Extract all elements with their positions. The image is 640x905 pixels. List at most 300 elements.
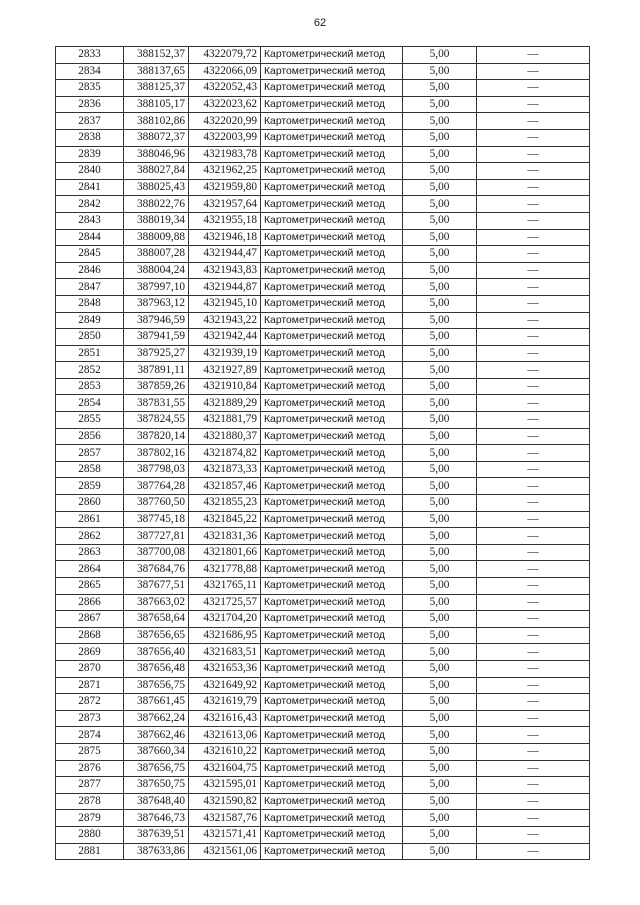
point-number-cell: 2868 xyxy=(56,627,124,644)
description-cell: — xyxy=(477,810,590,827)
y-coordinate-cell: 4321946,18 xyxy=(189,229,261,246)
x-coordinate-cell: 387802,16 xyxy=(124,445,189,462)
description-cell: — xyxy=(477,694,590,711)
x-coordinate-cell: 387656,75 xyxy=(124,677,189,694)
description-cell: — xyxy=(477,312,590,329)
y-coordinate-cell: 4321653,36 xyxy=(189,660,261,677)
x-coordinate-cell: 388027,84 xyxy=(124,163,189,180)
table-row xyxy=(56,594,590,611)
accuracy-cell: 5,00 xyxy=(403,378,477,395)
description-cell: — xyxy=(477,561,590,578)
method-cell: Картометрический метод xyxy=(261,129,403,146)
x-coordinate-cell: 387891,11 xyxy=(124,362,189,379)
method-cell: Картометрический метод xyxy=(261,179,403,196)
description-cell: — xyxy=(477,96,590,113)
method-cell: Картометрический метод xyxy=(261,578,403,595)
accuracy-cell: 5,00 xyxy=(403,611,477,628)
accuracy-cell: 5,00 xyxy=(403,760,477,777)
x-coordinate-cell: 387946,59 xyxy=(124,312,189,329)
accuracy-cell: 5,00 xyxy=(403,96,477,113)
point-number-cell: 2873 xyxy=(56,710,124,727)
description-cell: — xyxy=(477,594,590,611)
accuracy-cell: 5,00 xyxy=(403,47,477,64)
table-row xyxy=(56,495,590,512)
description-cell: — xyxy=(477,212,590,229)
y-coordinate-cell: 4321857,46 xyxy=(189,478,261,495)
y-coordinate-cell: 4321683,51 xyxy=(189,644,261,661)
point-number-cell: 2862 xyxy=(56,528,124,545)
x-coordinate-cell: 387798,03 xyxy=(124,461,189,478)
accuracy-cell: 5,00 xyxy=(403,63,477,80)
y-coordinate-cell: 4321725,57 xyxy=(189,594,261,611)
point-number-cell: 2874 xyxy=(56,727,124,744)
description-cell: — xyxy=(477,478,590,495)
table-row xyxy=(56,63,590,80)
method-cell: Картометрический метод xyxy=(261,163,403,180)
x-coordinate-cell: 387660,34 xyxy=(124,743,189,760)
accuracy-cell: 5,00 xyxy=(403,113,477,130)
method-cell: Картометрический метод xyxy=(261,80,403,97)
description-cell: — xyxy=(477,710,590,727)
table-row xyxy=(56,412,590,429)
description-cell: — xyxy=(477,727,590,744)
accuracy-cell: 5,00 xyxy=(403,412,477,429)
y-coordinate-cell: 4321616,43 xyxy=(189,710,261,727)
point-number-cell: 2864 xyxy=(56,561,124,578)
method-cell: Картометрический метод xyxy=(261,312,403,329)
description-cell: — xyxy=(477,660,590,677)
point-number-cell: 2833 xyxy=(56,47,124,64)
accuracy-cell: 5,00 xyxy=(403,229,477,246)
y-coordinate-cell: 4321944,47 xyxy=(189,246,261,263)
method-cell: Картометрический метод xyxy=(261,743,403,760)
method-cell: Картометрический метод xyxy=(261,461,403,478)
y-coordinate-cell: 4321561,06 xyxy=(189,843,261,860)
description-cell: — xyxy=(477,279,590,296)
description-cell: — xyxy=(477,378,590,395)
accuracy-cell: 5,00 xyxy=(403,727,477,744)
description-cell: — xyxy=(477,179,590,196)
point-number-cell: 2880 xyxy=(56,826,124,843)
description-cell: — xyxy=(477,262,590,279)
y-coordinate-cell: 4321943,83 xyxy=(189,262,261,279)
description-cell: — xyxy=(477,246,590,263)
point-number-cell: 2856 xyxy=(56,428,124,445)
method-cell: Картометрический метод xyxy=(261,196,403,213)
y-coordinate-cell: 4321587,76 xyxy=(189,810,261,827)
x-coordinate-cell: 387727,81 xyxy=(124,528,189,545)
accuracy-cell: 5,00 xyxy=(403,395,477,412)
accuracy-cell: 5,00 xyxy=(403,246,477,263)
x-coordinate-cell: 387648,40 xyxy=(124,793,189,810)
description-cell: — xyxy=(477,113,590,130)
point-number-cell: 2844 xyxy=(56,229,124,246)
accuracy-cell: 5,00 xyxy=(403,810,477,827)
description-cell: — xyxy=(477,627,590,644)
method-cell: Картометрический метод xyxy=(261,495,403,512)
x-coordinate-cell: 387633,86 xyxy=(124,843,189,860)
accuracy-cell: 5,00 xyxy=(403,163,477,180)
accuracy-cell: 5,00 xyxy=(403,644,477,661)
x-coordinate-cell: 388007,28 xyxy=(124,246,189,263)
method-cell: Картометрический метод xyxy=(261,63,403,80)
x-coordinate-cell: 388072,37 xyxy=(124,129,189,146)
accuracy-cell: 5,00 xyxy=(403,212,477,229)
y-coordinate-cell: 4321944,87 xyxy=(189,279,261,296)
x-coordinate-cell: 387859,26 xyxy=(124,378,189,395)
x-coordinate-cell: 388102,86 xyxy=(124,113,189,130)
point-number-cell: 2879 xyxy=(56,810,124,827)
x-coordinate-cell: 387963,12 xyxy=(124,295,189,312)
table-row xyxy=(56,246,590,263)
method-cell: Картометрический метод xyxy=(261,146,403,163)
method-cell: Картометрический метод xyxy=(261,229,403,246)
x-coordinate-cell: 387639,51 xyxy=(124,826,189,843)
method-cell: Картометрический метод xyxy=(261,262,403,279)
table-row xyxy=(56,295,590,312)
method-cell: Картометрический метод xyxy=(261,826,403,843)
method-cell: Картометрический метод xyxy=(261,246,403,263)
accuracy-cell: 5,00 xyxy=(403,312,477,329)
point-number-cell: 2839 xyxy=(56,146,124,163)
x-coordinate-cell: 387646,73 xyxy=(124,810,189,827)
table-row xyxy=(56,113,590,130)
table-row xyxy=(56,80,590,97)
method-cell: Картометрический метод xyxy=(261,428,403,445)
table-row xyxy=(56,843,590,860)
table-row xyxy=(56,179,590,196)
method-cell: Картометрический метод xyxy=(261,843,403,860)
method-cell: Картометрический метод xyxy=(261,694,403,711)
y-coordinate-cell: 4321765,11 xyxy=(189,578,261,595)
accuracy-cell: 5,00 xyxy=(403,793,477,810)
method-cell: Картометрический метод xyxy=(261,677,403,694)
method-cell: Картометрический метод xyxy=(261,378,403,395)
y-coordinate-cell: 4321942,44 xyxy=(189,329,261,346)
accuracy-cell: 5,00 xyxy=(403,843,477,860)
method-cell: Картометрический метод xyxy=(261,445,403,462)
method-cell: Картометрический метод xyxy=(261,478,403,495)
accuracy-cell: 5,00 xyxy=(403,495,477,512)
x-coordinate-cell: 388004,24 xyxy=(124,262,189,279)
accuracy-cell: 5,00 xyxy=(403,362,477,379)
description-cell: — xyxy=(477,644,590,661)
y-coordinate-cell: 4322079,72 xyxy=(189,47,261,64)
x-coordinate-cell: 387662,24 xyxy=(124,710,189,727)
table-row xyxy=(56,262,590,279)
accuracy-cell: 5,00 xyxy=(403,129,477,146)
description-cell: — xyxy=(477,362,590,379)
point-number-cell: 2840 xyxy=(56,163,124,180)
y-coordinate-cell: 4321873,33 xyxy=(189,461,261,478)
point-number-cell: 2875 xyxy=(56,743,124,760)
table-row xyxy=(56,528,590,545)
description-cell: — xyxy=(477,412,590,429)
description-cell: — xyxy=(477,129,590,146)
accuracy-cell: 5,00 xyxy=(403,146,477,163)
method-cell: Картометрический метод xyxy=(261,760,403,777)
accuracy-cell: 5,00 xyxy=(403,694,477,711)
method-cell: Картометрический метод xyxy=(261,295,403,312)
x-coordinate-cell: 387656,40 xyxy=(124,644,189,661)
y-coordinate-cell: 4321590,82 xyxy=(189,793,261,810)
table-row xyxy=(56,129,590,146)
y-coordinate-cell: 4321959,80 xyxy=(189,179,261,196)
description-cell: — xyxy=(477,329,590,346)
x-coordinate-cell: 387662,46 xyxy=(124,727,189,744)
accuracy-cell: 5,00 xyxy=(403,777,477,794)
accuracy-cell: 5,00 xyxy=(403,295,477,312)
point-number-cell: 2842 xyxy=(56,196,124,213)
accuracy-cell: 5,00 xyxy=(403,677,477,694)
x-coordinate-cell: 388105,17 xyxy=(124,96,189,113)
y-coordinate-cell: 4321957,64 xyxy=(189,196,261,213)
method-cell: Картометрический метод xyxy=(261,810,403,827)
y-coordinate-cell: 4321955,18 xyxy=(189,212,261,229)
y-coordinate-cell: 4322023,62 xyxy=(189,96,261,113)
table-row xyxy=(56,793,590,810)
description-cell: — xyxy=(477,63,590,80)
table-row xyxy=(56,660,590,677)
x-coordinate-cell: 388152,37 xyxy=(124,47,189,64)
accuracy-cell: 5,00 xyxy=(403,80,477,97)
description-cell: — xyxy=(477,760,590,777)
method-cell: Картометрический метод xyxy=(261,660,403,677)
description-cell: — xyxy=(477,428,590,445)
description-cell: — xyxy=(477,826,590,843)
y-coordinate-cell: 4321831,36 xyxy=(189,528,261,545)
table-row xyxy=(56,710,590,727)
description-cell: — xyxy=(477,395,590,412)
method-cell: Картометрический метод xyxy=(261,47,403,64)
point-number-cell: 2838 xyxy=(56,129,124,146)
y-coordinate-cell: 4321962,25 xyxy=(189,163,261,180)
point-number-cell: 2837 xyxy=(56,113,124,130)
description-cell: — xyxy=(477,345,590,362)
description-cell: — xyxy=(477,163,590,180)
x-coordinate-cell: 387941,59 xyxy=(124,329,189,346)
table-row xyxy=(56,279,590,296)
method-cell: Картометрический метод xyxy=(261,412,403,429)
accuracy-cell: 5,00 xyxy=(403,544,477,561)
method-cell: Картометрический метод xyxy=(261,793,403,810)
point-number-cell: 2857 xyxy=(56,445,124,462)
y-coordinate-cell: 4321686,95 xyxy=(189,627,261,644)
table-row xyxy=(56,428,590,445)
description-cell: — xyxy=(477,495,590,512)
point-number-cell: 2863 xyxy=(56,544,124,561)
point-number-cell: 2872 xyxy=(56,694,124,711)
y-coordinate-cell: 4321927,89 xyxy=(189,362,261,379)
point-number-cell: 2859 xyxy=(56,478,124,495)
y-coordinate-cell: 4321613,06 xyxy=(189,727,261,744)
x-coordinate-cell: 387661,45 xyxy=(124,694,189,711)
method-cell: Картометрический метод xyxy=(261,279,403,296)
point-number-cell: 2848 xyxy=(56,295,124,312)
description-cell: — xyxy=(477,80,590,97)
accuracy-cell: 5,00 xyxy=(403,528,477,545)
y-coordinate-cell: 4321945,10 xyxy=(189,295,261,312)
y-coordinate-cell: 4321571,41 xyxy=(189,826,261,843)
method-cell: Картометрический метод xyxy=(261,212,403,229)
method-cell: Картометрический метод xyxy=(261,627,403,644)
description-cell: — xyxy=(477,793,590,810)
y-coordinate-cell: 4321874,82 xyxy=(189,445,261,462)
description-cell: — xyxy=(477,47,590,64)
x-coordinate-cell: 387656,75 xyxy=(124,760,189,777)
method-cell: Картометрический метод xyxy=(261,528,403,545)
point-number-cell: 2843 xyxy=(56,212,124,229)
point-number-cell: 2852 xyxy=(56,362,124,379)
description-cell: — xyxy=(477,528,590,545)
y-coordinate-cell: 4321889,29 xyxy=(189,395,261,412)
table-row xyxy=(56,826,590,843)
description-cell: — xyxy=(477,445,590,462)
point-number-cell: 2870 xyxy=(56,660,124,677)
y-coordinate-cell: 4322003,99 xyxy=(189,129,261,146)
point-number-cell: 2867 xyxy=(56,611,124,628)
point-number-cell: 2853 xyxy=(56,378,124,395)
table-row xyxy=(56,329,590,346)
x-coordinate-cell: 387658,64 xyxy=(124,611,189,628)
point-number-cell: 2854 xyxy=(56,395,124,412)
method-cell: Картометрический метод xyxy=(261,96,403,113)
accuracy-cell: 5,00 xyxy=(403,461,477,478)
point-number-cell: 2834 xyxy=(56,63,124,80)
y-coordinate-cell: 4321704,20 xyxy=(189,611,261,628)
x-coordinate-cell: 388025,43 xyxy=(124,179,189,196)
point-number-cell: 2866 xyxy=(56,594,124,611)
y-coordinate-cell: 4321649,92 xyxy=(189,677,261,694)
accuracy-cell: 5,00 xyxy=(403,262,477,279)
table-row xyxy=(56,96,590,113)
description-cell: — xyxy=(477,295,590,312)
description-cell: — xyxy=(477,544,590,561)
table-row xyxy=(56,627,590,644)
table-row xyxy=(56,760,590,777)
x-coordinate-cell: 387745,18 xyxy=(124,511,189,528)
x-coordinate-cell: 387684,76 xyxy=(124,561,189,578)
table-row xyxy=(56,212,590,229)
accuracy-cell: 5,00 xyxy=(403,743,477,760)
description-cell: — xyxy=(477,196,590,213)
description-cell: — xyxy=(477,461,590,478)
point-number-cell: 2877 xyxy=(56,777,124,794)
accuracy-cell: 5,00 xyxy=(403,179,477,196)
method-cell: Картометрический метод xyxy=(261,544,403,561)
y-coordinate-cell: 4321983,78 xyxy=(189,146,261,163)
x-coordinate-cell: 387824,55 xyxy=(124,412,189,429)
coordinates-table xyxy=(55,46,590,860)
method-cell: Картометрический метод xyxy=(261,113,403,130)
accuracy-cell: 5,00 xyxy=(403,478,477,495)
table-row xyxy=(56,694,590,711)
table-row xyxy=(56,611,590,628)
accuracy-cell: 5,00 xyxy=(403,196,477,213)
method-cell: Картометрический метод xyxy=(261,362,403,379)
accuracy-cell: 5,00 xyxy=(403,826,477,843)
method-cell: Картометрический метод xyxy=(261,611,403,628)
x-coordinate-cell: 387831,55 xyxy=(124,395,189,412)
point-number-cell: 2855 xyxy=(56,412,124,429)
table-row xyxy=(56,743,590,760)
y-coordinate-cell: 4321778,88 xyxy=(189,561,261,578)
method-cell: Картометрический метод xyxy=(261,329,403,346)
table-row xyxy=(56,395,590,412)
x-coordinate-cell: 387650,75 xyxy=(124,777,189,794)
accuracy-cell: 5,00 xyxy=(403,594,477,611)
table-row xyxy=(56,47,590,64)
table-row xyxy=(56,445,590,462)
table-row xyxy=(56,345,590,362)
y-coordinate-cell: 4321604,75 xyxy=(189,760,261,777)
description-cell: — xyxy=(477,578,590,595)
point-number-cell: 2851 xyxy=(56,345,124,362)
table-row xyxy=(56,561,590,578)
table-row xyxy=(56,511,590,528)
point-number-cell: 2845 xyxy=(56,246,124,263)
table-row xyxy=(56,196,590,213)
table-row xyxy=(56,727,590,744)
point-number-cell: 2861 xyxy=(56,511,124,528)
table-row xyxy=(56,146,590,163)
point-number-cell: 2860 xyxy=(56,495,124,512)
x-coordinate-cell: 387764,28 xyxy=(124,478,189,495)
y-coordinate-cell: 4321910,84 xyxy=(189,378,261,395)
accuracy-cell: 5,00 xyxy=(403,511,477,528)
point-number-cell: 2850 xyxy=(56,329,124,346)
point-number-cell: 2881 xyxy=(56,843,124,860)
accuracy-cell: 5,00 xyxy=(403,445,477,462)
table-row xyxy=(56,644,590,661)
x-coordinate-cell: 387656,48 xyxy=(124,660,189,677)
method-cell: Картометрический метод xyxy=(261,345,403,362)
table-body xyxy=(56,47,590,860)
description-cell: — xyxy=(477,229,590,246)
accuracy-cell: 5,00 xyxy=(403,329,477,346)
x-coordinate-cell: 388022,76 xyxy=(124,196,189,213)
method-cell: Картометрический метод xyxy=(261,710,403,727)
x-coordinate-cell: 387760,50 xyxy=(124,495,189,512)
point-number-cell: 2878 xyxy=(56,793,124,810)
method-cell: Картометрический метод xyxy=(261,561,403,578)
accuracy-cell: 5,00 xyxy=(403,561,477,578)
x-coordinate-cell: 388046,96 xyxy=(124,146,189,163)
x-coordinate-cell: 388137,65 xyxy=(124,63,189,80)
x-coordinate-cell: 388009,88 xyxy=(124,229,189,246)
y-coordinate-cell: 4321943,22 xyxy=(189,312,261,329)
point-number-cell: 2846 xyxy=(56,262,124,279)
table-row xyxy=(56,461,590,478)
method-cell: Картометрический метод xyxy=(261,644,403,661)
table-row xyxy=(56,777,590,794)
y-coordinate-cell: 4322052,43 xyxy=(189,80,261,97)
table-row xyxy=(56,163,590,180)
page-number: 62 xyxy=(313,17,327,29)
accuracy-cell: 5,00 xyxy=(403,578,477,595)
method-cell: Картометрический метод xyxy=(261,727,403,744)
y-coordinate-cell: 4321855,23 xyxy=(189,495,261,512)
table-row xyxy=(56,810,590,827)
y-coordinate-cell: 4321939,19 xyxy=(189,345,261,362)
method-cell: Картометрический метод xyxy=(261,395,403,412)
description-cell: — xyxy=(477,677,590,694)
method-cell: Картометрический метод xyxy=(261,594,403,611)
x-coordinate-cell: 388019,34 xyxy=(124,212,189,229)
accuracy-cell: 5,00 xyxy=(403,428,477,445)
accuracy-cell: 5,00 xyxy=(403,279,477,296)
description-cell: — xyxy=(477,611,590,628)
